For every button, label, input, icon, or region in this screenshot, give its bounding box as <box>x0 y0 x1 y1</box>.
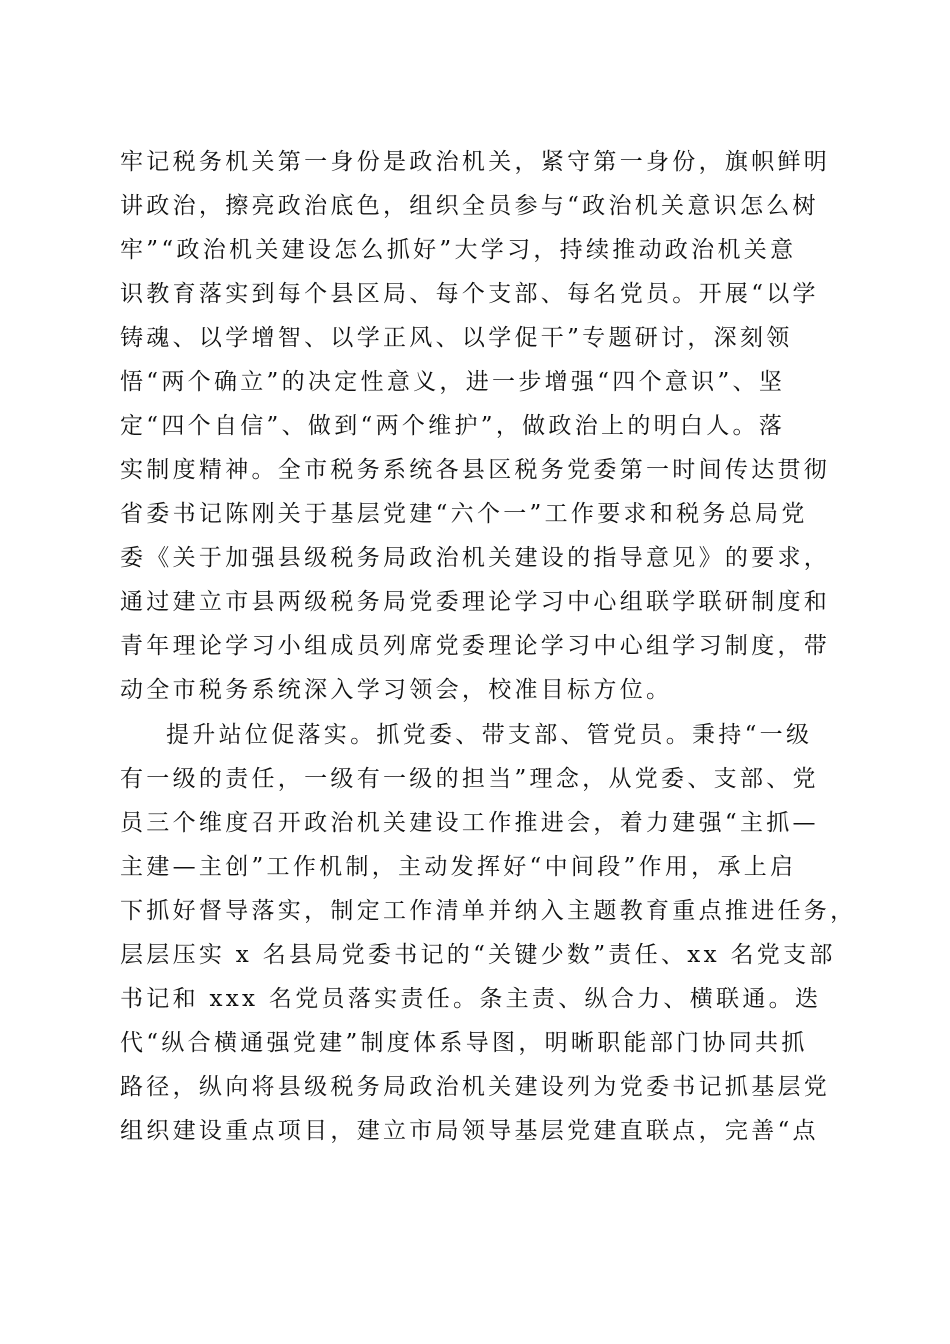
paragraph-line: 提升站位促落实。抓党委、带支部、管党员。秉持“一级 <box>166 722 813 748</box>
paragraph-line: 实制度精神。全市税务系统各县区税务党委第一时间传达贯彻 <box>120 457 831 483</box>
paragraph-line: 省委书记陈刚关于基层党建“六个一”工作要求和税务总局党 <box>120 501 808 527</box>
paragraph-line: 动全市税务系统深入学习领会，校准目标方位。 <box>120 677 673 703</box>
paragraph-1 <box>120 140 834 712</box>
paragraph-line: 员三个维度召开政治机关建设工作推进会，着力建强“主抓— <box>120 810 819 836</box>
paragraph-line: 识教育落实到每个县区局、每个支部、每名党员。开展“以学 <box>120 281 819 307</box>
paragraph-line: 有一级的责任，一级有一级的担当”理念，从党委、支部、党 <box>120 766 819 792</box>
paragraph-line: 层层压实 x 名县局党委书记的“关键少数”责任、xx 名党支部 <box>120 942 836 968</box>
paragraph-line: 下抓好督导落实，制定工作清单并纳入主题教育重点推进任务， <box>120 898 857 924</box>
paragraph-line: 青年理论学习小组成员列席党委理论学习中心组学习制度，带 <box>120 633 831 659</box>
paragraph-line: 铸魂、以学增智、以学正风、以学促干”专题研讨，深刻领 <box>120 325 793 351</box>
paragraph-line: 牢”“政治机关建设怎么抓好”大学习，持续推动政治机关意 <box>120 237 797 263</box>
paragraph-line: 牢记税务机关第一身份是政治机关，紧守第一身份，旗帜鲜明 <box>120 149 831 175</box>
paragraph-line: 定“四个自信”、做到“两个维护”，做政治上的明白人。落 <box>120 413 786 439</box>
paragraph-line: 通过建立市县两级税务局党委理论学习中心组联学联研制度和 <box>120 589 831 615</box>
paragraph-line: 组织建设重点项目，建立市局领导基层党建直联点，完善“点 <box>120 1118 819 1144</box>
paragraph-line: 主建—主创”工作机制，主动发挥好“中间段”作用，承上启 <box>120 854 797 880</box>
paragraph-line: 代“纵合横通强党建”制度体系导图，明晰职能部门协同共抓 <box>120 1030 808 1056</box>
paragraph-line: 书记和 xxx 名党员落实责任。条主责、纵合力、横联通。迭 <box>120 986 822 1012</box>
paragraph-line: 委《关于加强县级税务局政治机关建设的指导意见》的要求， <box>120 545 831 571</box>
paragraph-line: 讲政治，擦亮政治底色，组织全员参与“政治机关意识怎么树 <box>120 193 819 219</box>
paragraph-2 <box>120 713 857 1153</box>
paragraph-line: 悟“两个确立”的决定性意义，进一步增强“四个意识”、坚 <box>120 369 786 395</box>
paragraph-line: 路径，纵向将县级税务局政治机关建设列为党委书记抓基层党 <box>120 1074 831 1100</box>
